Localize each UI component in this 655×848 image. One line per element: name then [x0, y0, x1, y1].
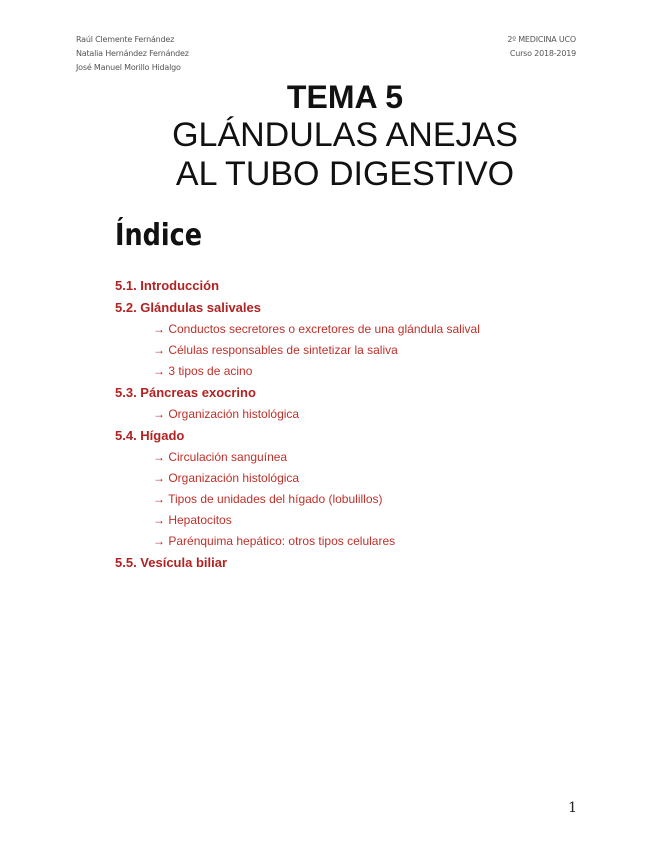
arrow-icon: →	[153, 471, 165, 485]
course-year: Curso 2018-2019	[509, 49, 576, 58]
toc-subitem[interactable]	[153, 534, 575, 549]
toc-subitem-label: Hepatocitos	[168, 513, 232, 527]
toc-subitem[interactable]	[153, 322, 575, 337]
arrow-icon: →	[153, 407, 165, 421]
toc-subitem[interactable]	[153, 364, 575, 379]
page-number: 1	[568, 800, 577, 816]
toc-subitem[interactable]	[153, 492, 575, 507]
toc-subitem-label: Organización histológica	[168, 407, 300, 421]
toc-subitem-label: Circulación sanguínea	[168, 450, 288, 464]
toc-section-5-5[interactable]: 5.5. Vesícula biliar	[115, 555, 228, 570]
table-of-contents	[115, 278, 575, 577]
header-course-info	[507, 33, 576, 61]
toc-subitem[interactable]	[153, 407, 575, 422]
title-topic: TEMA 5	[286, 79, 404, 115]
author-3: José Manuel Morillo Hidalgo	[76, 63, 181, 72]
arrow-icon: →	[153, 343, 165, 357]
arrow-icon: →	[153, 322, 165, 336]
title-line-3: AL TUBO DIGESTIVO	[175, 155, 515, 193]
toc-subitem[interactable]	[153, 471, 575, 486]
toc-section-5-2[interactable]: 5.2. Glándulas salivales	[115, 300, 261, 315]
toc-section-5-1[interactable]: 5.1. Introducción	[115, 278, 220, 293]
toc-subitem[interactable]	[153, 343, 575, 358]
arrow-icon: →	[153, 450, 165, 464]
arrow-icon: →	[153, 534, 165, 548]
author-1: Raúl Clemente Fernández	[76, 35, 175, 44]
toc-subitem-label: Tipos de unidades del hígado (lobulillos)	[168, 492, 383, 506]
toc-subitem-label: Organización histológica	[168, 471, 300, 485]
toc-section-5-3[interactable]: 5.3. Páncreas exocrino	[115, 385, 256, 400]
toc-subitem[interactable]	[153, 513, 575, 528]
author-2: Natalia Hernández Fernández	[76, 49, 189, 58]
title-line-2: GLÁNDULAS ANEJAS	[172, 116, 518, 154]
course-label: 2º MEDICINA UCO	[507, 35, 576, 44]
arrow-icon: →	[153, 364, 165, 378]
arrow-icon: →	[153, 513, 165, 527]
arrow-icon: →	[153, 492, 165, 506]
toc-subitem[interactable]	[153, 450, 575, 465]
toc-section-5-4[interactable]: 5.4. Hígado	[115, 428, 185, 443]
index-heading: Índice	[115, 218, 203, 253]
toc-subitem-label: Células responsables de sintetizar la saliva	[168, 343, 398, 357]
toc-subitem-label: Parénquima hepático: otros tipos celulares	[168, 534, 396, 548]
toc-subitem-label: Conductos secretores o excretores de una glándula salival	[168, 322, 480, 336]
header-authors	[76, 33, 189, 75]
document-title	[0, 78, 655, 194]
toc-subitem-label: 3 tipos de acino	[168, 364, 253, 378]
